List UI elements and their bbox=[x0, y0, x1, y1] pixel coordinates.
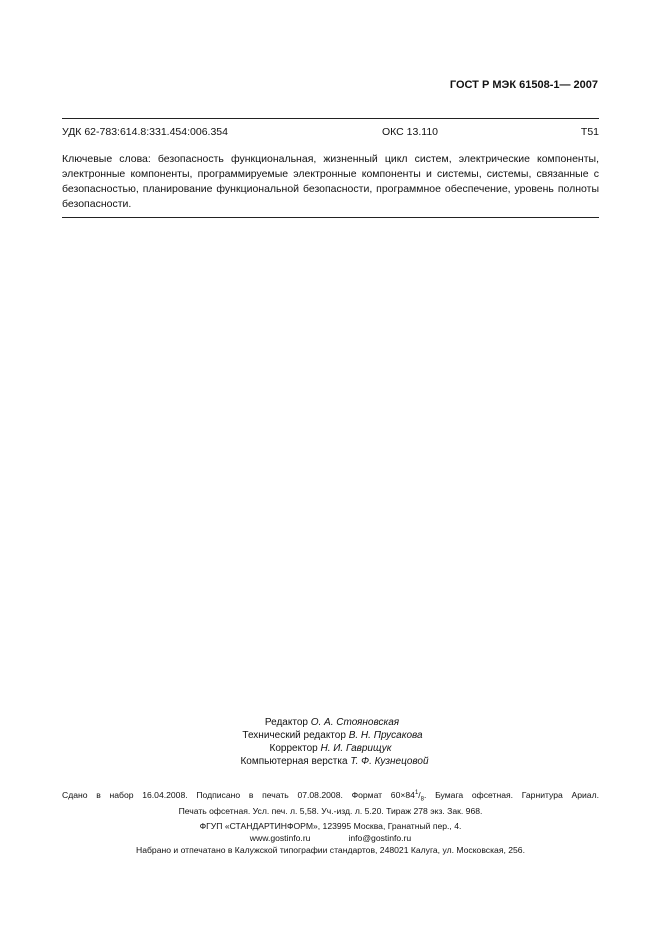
credit-layout bbox=[0, 755, 661, 768]
credit-role: Редактор bbox=[264, 717, 308, 728]
publisher-address: ФГУП «СТАНДАРТИНФОРМ», 123995 Москва, Гранатный пер., 4. bbox=[199, 821, 462, 831]
credit-tech-editor bbox=[0, 729, 661, 742]
category-code: Т51 bbox=[580, 126, 599, 138]
imprint-text: Сдано в набор 16.04.2008. Подписано в печать 07.08.2008. Формат 60×84 bbox=[62, 789, 415, 800]
credit-editor bbox=[0, 716, 661, 729]
credit-corrector bbox=[0, 742, 661, 755]
credit-name: Т. Ф. Кузнецовой bbox=[350, 756, 429, 767]
publisher-email[interactable]: info@gostinfo.ru bbox=[348, 833, 412, 843]
credit-name: Н. И. Гаврищук bbox=[320, 743, 392, 754]
credits-block bbox=[0, 716, 661, 768]
credit-role: Технический редактор bbox=[242, 730, 346, 741]
fraction-denominator: 8 bbox=[420, 796, 425, 803]
printing-house: Набрано и отпечатано в Калужской типографии стандартов, 248021 Калуга, ул. Московская, 256. bbox=[136, 845, 525, 855]
bottom-divider bbox=[62, 217, 599, 218]
udk-code: УДК 62-783:614.8:331.454:006.354 bbox=[62, 126, 228, 138]
publisher-website[interactable]: www.gostinfo.ru bbox=[249, 833, 311, 843]
imprint-block bbox=[62, 788, 599, 817]
imprint-line-2: Печать офсетная. Усл. печ. л. 5,58. Уч.-изд. л. 5.20. Тираж 278 экз. Зак. 968. bbox=[178, 805, 483, 816]
document-code: ГОСТ Р МЭК 61508-1— 2007 bbox=[449, 79, 598, 91]
oks-code: ОКС 13.110 bbox=[382, 126, 439, 138]
publisher-block bbox=[0, 820, 661, 856]
imprint-line-1: Сдано в набор 16.04.2008. Подписано в печать 07.08.2008. Формат $60\times 84^1/_8$. Бумага офсетная. Гарнитура Ариал. bbox=[62, 789, 599, 803]
fraction-numerator: 1 bbox=[414, 790, 419, 796]
credit-name: В. Н. Прусакова bbox=[348, 730, 423, 741]
credit-role: Компьютерная верстка bbox=[240, 756, 348, 767]
keywords-paragraph: Ключевые слова: безопасность функциональная, жизненный цикл систем, электрические компоненты, электронные компоненты, программируемые электронные компоненты и системы, системы, связанные с безопасностью, планирование функциональной безопасности, программное обеспечение, уровень полноты безопасности. bbox=[62, 153, 599, 210]
publisher-contacts bbox=[0, 832, 661, 844]
top-divider bbox=[62, 118, 599, 119]
imprint-text: . Бумага офсетная. Гарнитура Ариал. bbox=[424, 789, 599, 800]
credit-role: Корректор bbox=[269, 743, 318, 754]
credit-name: О. А. Стояновская bbox=[310, 717, 400, 728]
